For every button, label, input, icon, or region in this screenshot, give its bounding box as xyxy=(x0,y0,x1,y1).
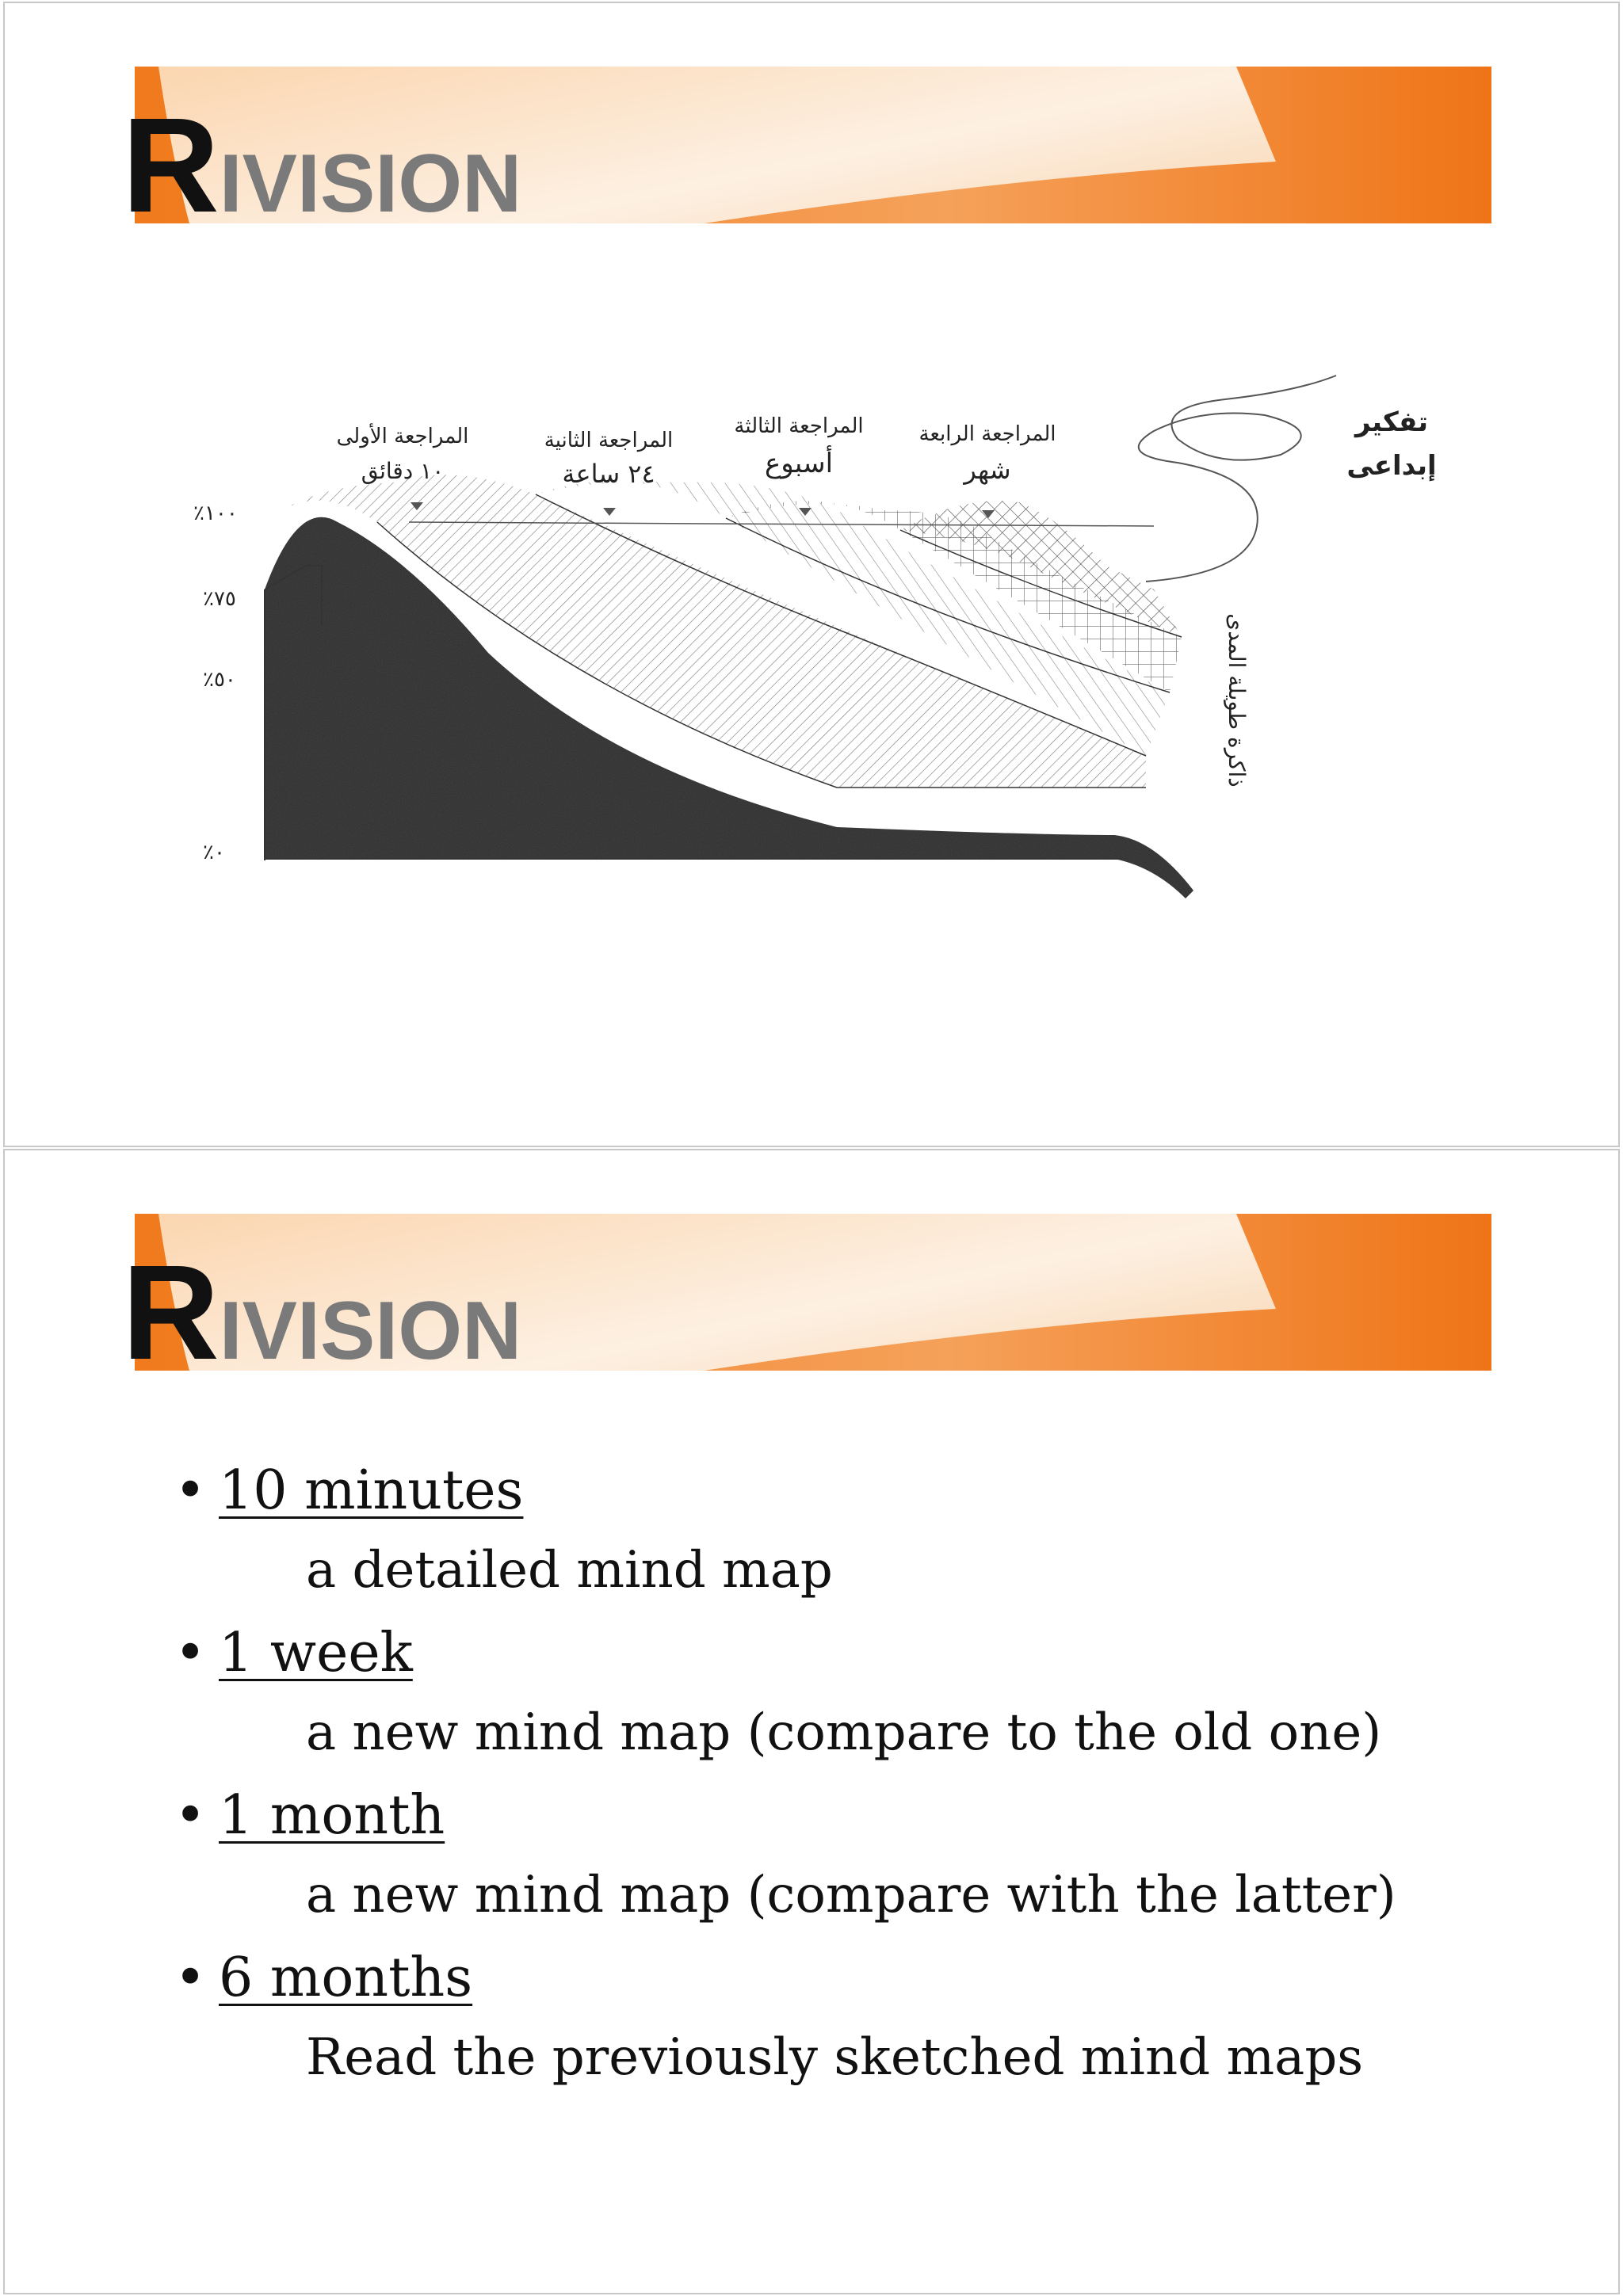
title-rest: IVISION xyxy=(219,138,522,230)
y-tick-100: ٪١٠٠ xyxy=(193,502,238,525)
interval-description: a new mind map (compare to the old one) xyxy=(306,1703,1382,1762)
interval-description: a new mind map (compare with the latter) xyxy=(306,1866,1396,1924)
list-item xyxy=(219,1622,1396,1764)
list-item xyxy=(219,1947,1396,2089)
y-tick-75: ٪٧٥ xyxy=(203,587,236,611)
long-term-memory-label: ذاكرة طويلة المدى xyxy=(1224,613,1250,788)
review-label-2 xyxy=(544,429,674,516)
y-tick-0: ٪٠ xyxy=(203,841,225,864)
memory-review-diagram xyxy=(124,360,1471,978)
y-tick-50: ٪٥٠ xyxy=(203,668,236,692)
svg-text:المراجعة الثالثة: المراجعة الثالثة xyxy=(734,414,864,438)
title-initial: R xyxy=(122,1238,220,1388)
interval-description: a detailed mind map xyxy=(306,1541,833,1600)
creative-spiral xyxy=(1139,376,1336,582)
creative-thinking-line2: إبداعى xyxy=(1346,450,1437,482)
svg-text:أسبوع: أسبوع xyxy=(764,448,834,479)
slide-1 xyxy=(3,2,1620,1147)
interval-label: 6 months xyxy=(219,1947,473,2009)
title-rest: IVISION xyxy=(219,1285,522,1377)
interval-description: Read the previously sketched mind maps xyxy=(306,2028,1364,2087)
title-initial: R xyxy=(122,90,220,241)
interval-label: 1 week xyxy=(219,1622,413,1684)
creative-thinking-line1: تفكير xyxy=(1354,406,1429,438)
svg-text:المراجعة الأولى: المراجعة الأولى xyxy=(336,425,469,448)
slide-title xyxy=(122,1238,522,1388)
revision-schedule-list xyxy=(219,1459,1396,2109)
marker-arrow-2 xyxy=(603,508,616,516)
svg-text:شهر: شهر xyxy=(964,455,1011,485)
svg-text:٢٤ ساعة: ٢٤ ساعة xyxy=(562,459,655,489)
slide-title xyxy=(122,90,522,241)
interval-label: 1 month xyxy=(219,1784,445,1847)
slide-2 xyxy=(3,1149,1620,2294)
svg-text:المراجعة الرابعة: المراجعة الرابعة xyxy=(918,422,1056,446)
interval-label: 10 minutes xyxy=(219,1459,524,1522)
list-item xyxy=(219,1784,1396,1927)
list-item xyxy=(219,1459,1396,1602)
svg-text:المراجعة الثانية: المراجعة الثانية xyxy=(544,429,674,452)
svg-text:١٠ دقائق: ١٠ دقائق xyxy=(361,458,445,484)
